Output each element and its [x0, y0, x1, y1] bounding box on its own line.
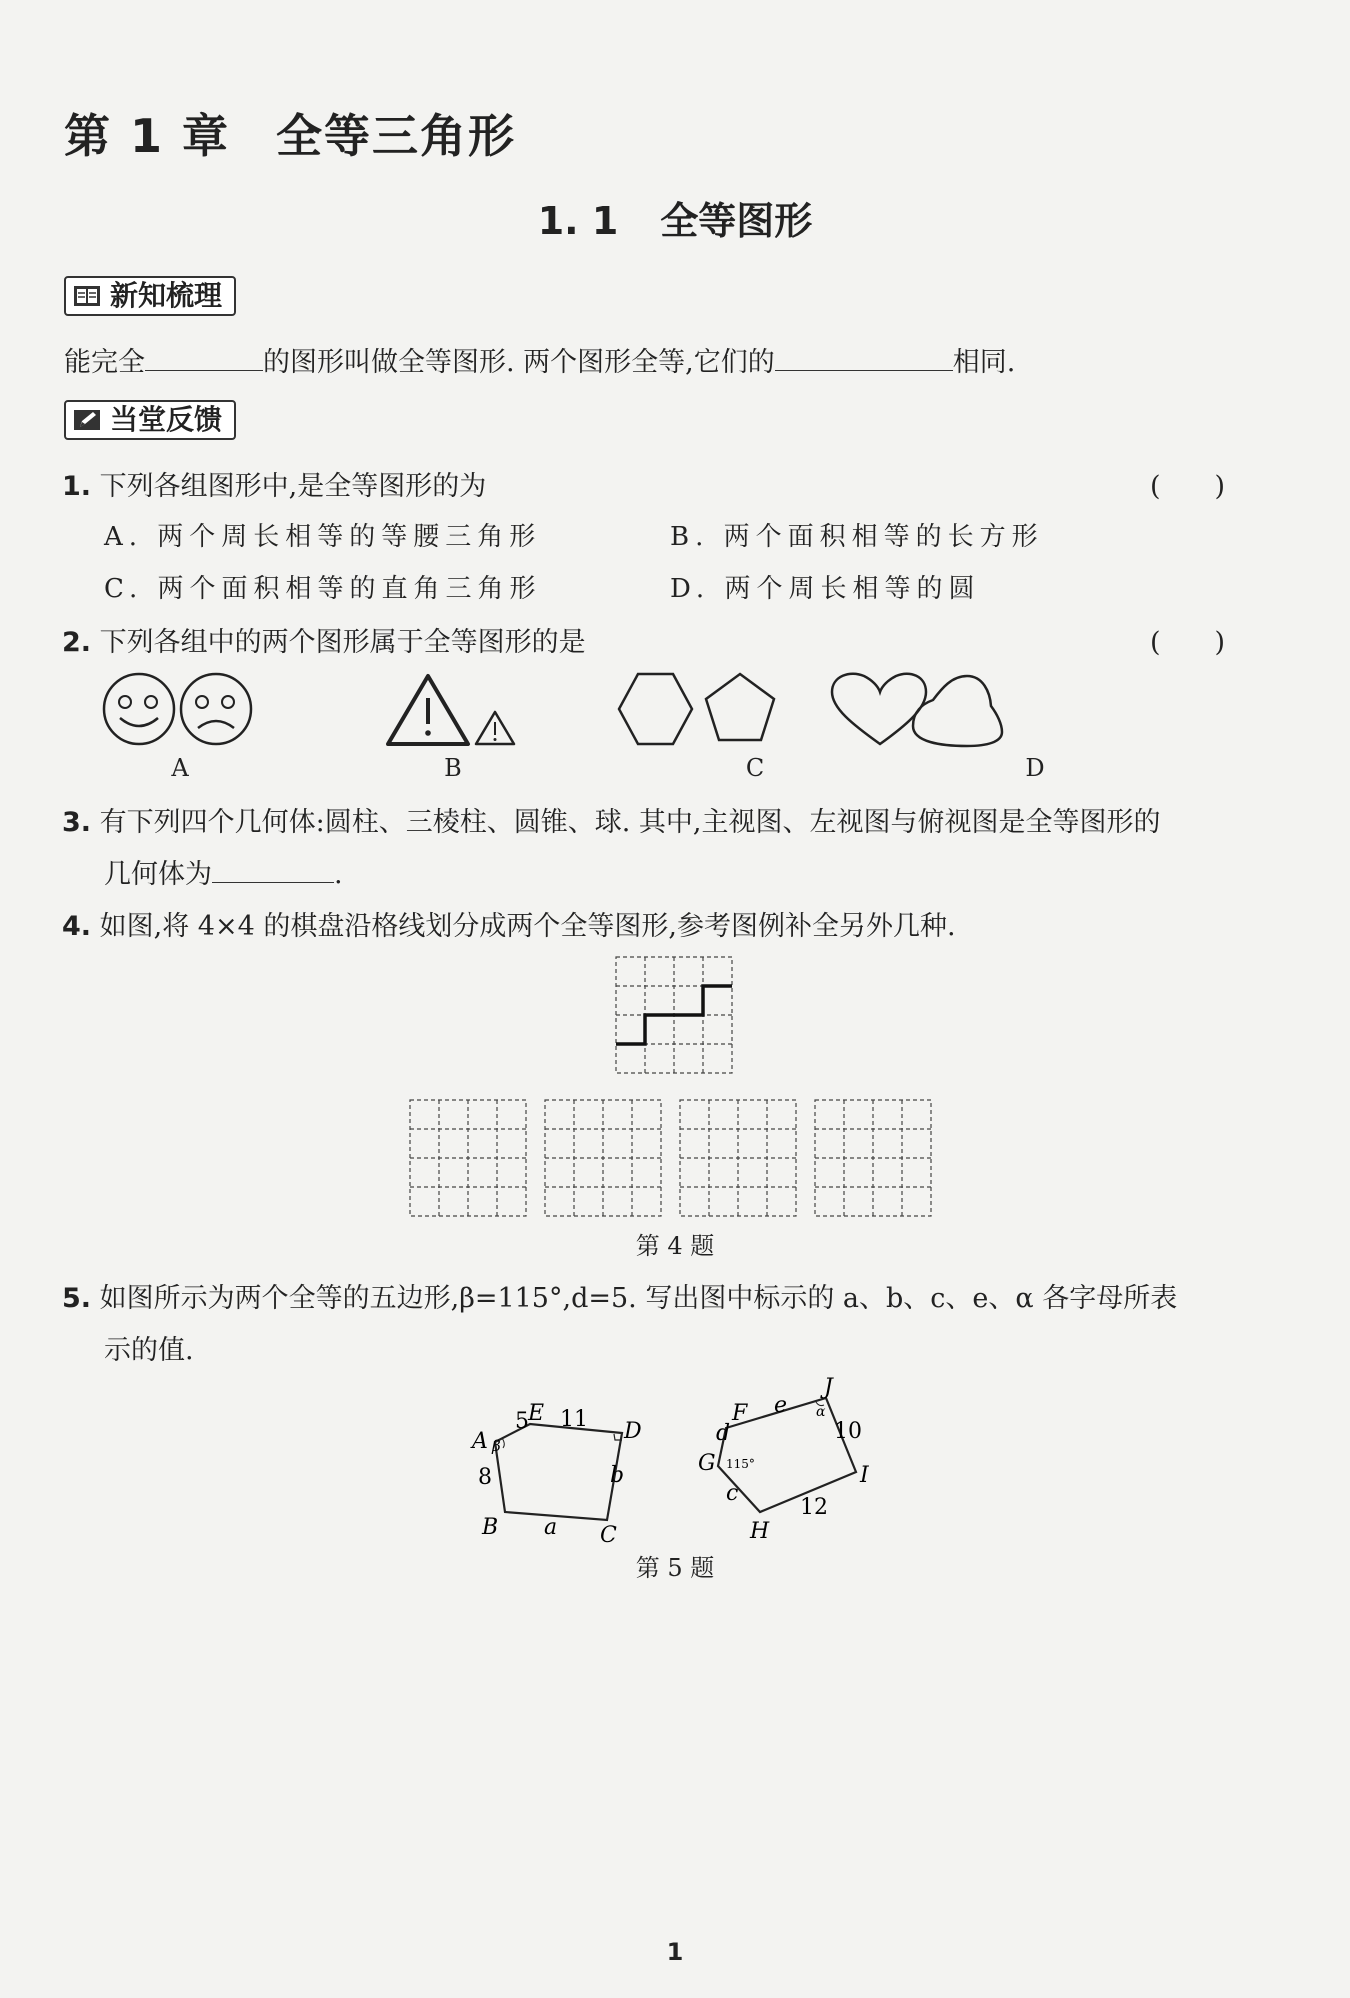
label-G: G: [698, 1451, 716, 1476]
option-b[interactable]: B. 两个面积相等的长方形: [670, 522, 1044, 552]
warning-triangle-small-icon: [476, 712, 514, 744]
feedback-tag-label: 当堂反馈: [110, 403, 223, 436]
question-4: 4. 如图,将 4×4 的棋盘沿格线划分成两个全等图形,参考图例补全另外几种.: [62, 911, 956, 942]
q2-figures: [90, 668, 1140, 750]
answer-blank[interactable]: [212, 860, 334, 883]
answer-blank[interactable]: [145, 348, 263, 371]
option-d[interactable]: D. 两个周长相等的圆: [670, 574, 981, 604]
label-angle: 115°: [726, 1457, 755, 1471]
heart-upright-icon: [832, 674, 926, 744]
label-d: d: [716, 1421, 731, 1446]
sad-face-icon: [181, 674, 251, 744]
option-c[interactable]: C. 两个面积相等的直角三角形: [104, 574, 542, 604]
blank-chessboard[interactable]: [678, 1098, 798, 1218]
label-H: H: [750, 1519, 770, 1544]
q2-label-b: B: [444, 754, 462, 782]
chapter-title: 全等三角形: [276, 109, 517, 163]
knowledge-tag-label: 新知梳理: [110, 279, 223, 312]
knowledge-tag: [64, 276, 236, 316]
section-heading: [0, 190, 1350, 245]
right-pentagon: [698, 1376, 870, 1544]
question-5-line2: 示的值.: [104, 1335, 194, 1366]
hexagon-icon: [619, 674, 692, 744]
label-beta: β: [492, 1437, 501, 1455]
chapter-label: 第 1 章: [64, 109, 231, 163]
label-C: C: [600, 1523, 617, 1548]
answer-blank[interactable]: [775, 348, 953, 371]
label-c: c: [726, 1481, 739, 1506]
section-number: 1. 1: [537, 199, 619, 243]
label-E: E: [528, 1401, 545, 1426]
blank-chessboard[interactable]: [543, 1098, 663, 1218]
pentagon-icon: [706, 674, 774, 740]
feedback-tag: [64, 400, 236, 440]
label-J: J: [824, 1376, 833, 1400]
label-five: 5: [515, 1409, 529, 1434]
label-F: F: [732, 1401, 748, 1426]
q2-label-a: A: [171, 754, 189, 782]
label-D: D: [624, 1419, 642, 1444]
option-a[interactable]: A. 两个周长相等的等腰三角形: [104, 522, 542, 552]
example-chessboard: [614, 955, 734, 1075]
label-e: e: [774, 1393, 788, 1418]
blank-chessboard[interactable]: [408, 1098, 528, 1218]
label-twelve: 12: [800, 1495, 828, 1520]
question-2: 2. 下列各组中的两个图形属于全等图形的是: [62, 627, 586, 658]
q4-caption: 第 4 题: [635, 1232, 715, 1260]
label-I: I: [860, 1463, 869, 1488]
label-alpha: α: [816, 1404, 826, 1420]
label-ten: 10: [834, 1419, 862, 1444]
chapter-heading: [64, 100, 516, 166]
question-1: 1. 下列各组图形中,是全等图形的为: [62, 471, 487, 502]
question-3-line2: 几何体为 .: [104, 859, 343, 890]
label-eight: 8: [478, 1465, 492, 1490]
page-number: 1: [666, 1938, 684, 1966]
book-icon: [72, 283, 102, 309]
label-A: A: [472, 1429, 488, 1454]
q2-label-d: D: [1025, 754, 1045, 782]
question-5: 5. 如图所示为两个全等的五边形,β=115°,d=5. 写出图中标示的 a、b、c、e、α 各字母所表: [62, 1283, 1178, 1314]
section-title: 全等图形: [660, 199, 813, 243]
q2-label-c: C: [745, 754, 765, 782]
answer-paren[interactable]: ( ): [1150, 471, 1226, 502]
label-b: b: [610, 1463, 625, 1488]
question-3: 3. 有下列四个几何体:圆柱、三棱柱、圆锥、球. 其中,主视图、左视图与俯视图是全等图形的: [62, 807, 1161, 838]
knowledge-text: 能完全 的图形叫做全等图形. 两个图形全等,它们的 相同.: [64, 347, 1016, 378]
label-a: a: [544, 1515, 558, 1540]
q5-caption: 第 5 题: [635, 1554, 715, 1582]
smiley-face-icon: [104, 674, 174, 744]
pencil-icon: [72, 407, 102, 433]
answer-paren[interactable]: ( ): [1150, 627, 1226, 658]
blank-chessboard[interactable]: [813, 1098, 933, 1218]
warning-triangle-large-icon: [388, 676, 468, 744]
label-eleven: 11: [560, 1407, 588, 1432]
pentagon-figures: [470, 1376, 880, 1556]
label-B: B: [482, 1515, 499, 1540]
left-pentagon: [470, 1401, 642, 1548]
